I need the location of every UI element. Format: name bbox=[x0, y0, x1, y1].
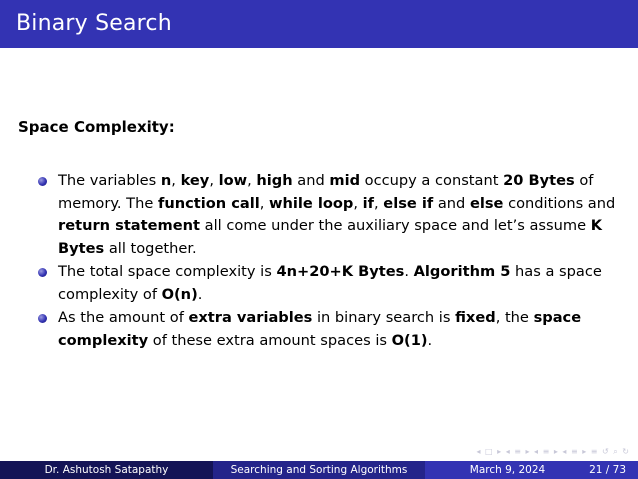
text-run: , bbox=[247, 172, 257, 189]
section-heading: Space Complexity: bbox=[18, 118, 175, 136]
text-run: As the amount of bbox=[58, 309, 189, 326]
slide-title: Binary Search bbox=[16, 11, 172, 36]
footer-bar bbox=[0, 461, 638, 479]
text-run: The total space complexity is bbox=[58, 263, 277, 280]
bold-term: fixed bbox=[455, 309, 496, 326]
bold-term: low bbox=[218, 172, 248, 189]
footer-talk-title: Searching and Sorting Algorithms bbox=[213, 461, 425, 479]
title-bar bbox=[0, 0, 638, 48]
text-run: , bbox=[259, 194, 270, 212]
text-run: all together. bbox=[104, 239, 197, 257]
text-run: . bbox=[404, 263, 414, 280]
bullet-item bbox=[38, 261, 618, 306]
bullet-icon bbox=[38, 314, 47, 323]
bullet-text bbox=[58, 263, 602, 303]
bold-term: function call bbox=[157, 194, 260, 212]
bullet-list bbox=[38, 170, 618, 353]
bullet-icon bbox=[38, 268, 47, 277]
text-run: , bbox=[209, 172, 219, 189]
bold-term: 20 Bytes bbox=[503, 172, 575, 189]
text-run: all come under the auxiliary space and let’s assume bbox=[199, 217, 591, 234]
bold-term: if bbox=[362, 194, 375, 212]
text-run: of these extra amount spaces is bbox=[148, 331, 392, 349]
bold-term: n bbox=[160, 172, 172, 189]
bullet-item bbox=[38, 170, 618, 260]
text-run: in binary search is bbox=[312, 309, 456, 326]
text-run: and bbox=[292, 172, 330, 189]
bold-term: key bbox=[180, 172, 210, 189]
bold-term: while loop bbox=[269, 194, 354, 212]
bold-term: space complexity bbox=[58, 309, 582, 349]
bullet-text bbox=[58, 309, 581, 349]
bold-term: K Bytes bbox=[58, 217, 603, 257]
text-run: has a space complexity of bbox=[58, 263, 602, 303]
text-run: and bbox=[433, 194, 470, 212]
footer-date: March 9, 2024 bbox=[425, 461, 570, 479]
footer-author: Dr. Ashutosh Satapathy bbox=[0, 461, 213, 479]
bold-term: Algorithm 5 bbox=[413, 263, 511, 280]
bold-term: extra variables bbox=[188, 309, 313, 326]
text-run: occupy a constant bbox=[360, 172, 504, 189]
bold-term: 4n+20+K Bytes bbox=[276, 263, 405, 280]
text-run: , bbox=[374, 194, 384, 212]
text-run: . bbox=[197, 285, 203, 303]
bullet-item bbox=[38, 307, 618, 352]
bullet-text bbox=[58, 172, 615, 257]
bold-term: return statement bbox=[58, 217, 200, 234]
bold-term: else if bbox=[383, 194, 434, 212]
bold-term: else bbox=[469, 194, 504, 212]
bold-term: O(1) bbox=[391, 331, 428, 349]
bold-term: O(n) bbox=[161, 285, 198, 303]
text-run: The variables bbox=[58, 172, 161, 189]
text-run: , bbox=[171, 172, 181, 189]
text-run: conditions and bbox=[503, 194, 616, 212]
bold-term: high bbox=[256, 172, 293, 189]
text-run: . bbox=[427, 331, 433, 349]
bold-term: mid bbox=[329, 172, 361, 189]
text-run: of memory. The bbox=[58, 172, 594, 212]
text-run: , bbox=[353, 194, 363, 212]
bullet-icon bbox=[38, 177, 47, 186]
footer-page-number: 21 / 73 bbox=[570, 461, 638, 479]
text-run: , the bbox=[495, 309, 534, 326]
navigation-symbols[interactable]: ◂ □ ▸ ◂ ≡ ▸ ◂ ≡ ▸ ◂ ≡ ▸ ≡ ↺ ⌕ ↻ bbox=[476, 447, 630, 456]
